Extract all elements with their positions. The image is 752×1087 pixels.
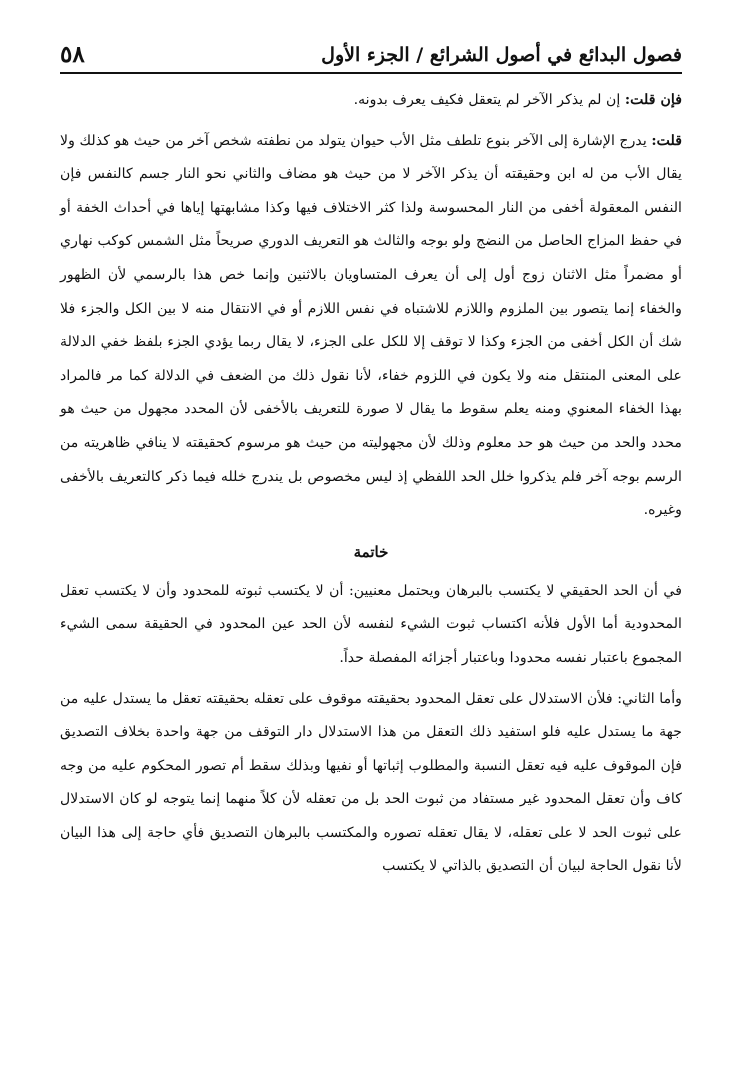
body-text bbox=[60, 84, 682, 884]
section-paragraph bbox=[60, 683, 682, 885]
page-number: ٥٨ bbox=[60, 41, 85, 68]
paragraph-text: وأما الثاني: فلأن الاستدلال على تعقل المحدود بحقيقته موقوف على تعقله بحقيقته تعقل ما يستدل عليه من جهة ما يستدل عليه فلو استفيد ذلك التعقل من هذا الاستدلال دار التوقف من جهة واحدة بخلاف التصديق فإن الموقوف عليه فيه تعقل النسبة والمطلوب إثباتها أو نفيها وبذلك سقط أم تصور المحكوم عليه من وجه كاف وأن تعقل المحدود غير مستفاد من ثبوت الحد بل من تعقله لأن كلاً منهما إنما يتوجه لو كان الاستدلال على ثبوت الحد لا على تعقله، لا يقال تعقله تصوره والمكتسب بالبرهان التصديق فأي حاجة إلى هذا البيان لأنا نقول الحاجة لبيان أن التصديق بالذاتي لا يكتسب bbox=[60, 690, 682, 875]
paragraph-text: في أن الحد الحقيقي لا يكتسب بالبرهان ويحتمل معنيين: أن لا يكتسب ثبوته للمحدود وأن لا يكتسب تعقل المحدودية أما الأول فلأنه اكتساب ثبوت الشيء لنفسه لأن الحد عين المحدود في الحقيقة سمى الشيء المجموع باعتبار نفسه محدودا وباعتبار أجزائه المفصلة حداً. bbox=[60, 582, 682, 666]
section-paragraph bbox=[60, 575, 682, 676]
running-title: فصول البدائع في أصول الشرائع / الجزء الأول bbox=[321, 44, 682, 66]
page-header bbox=[60, 32, 682, 74]
paragraph-text: إن لم يذكر الآخر لم يتعقل فكيف يعرف بدونه. bbox=[353, 92, 625, 108]
paragraph-question bbox=[60, 84, 682, 118]
paragraph-lead: قلت: bbox=[651, 132, 682, 149]
book-page bbox=[60, 32, 682, 891]
paragraph-lead: فإن قلت: bbox=[624, 92, 682, 108]
section-heading: خاتمة bbox=[353, 542, 389, 561]
paragraph-text: يدرج الإشارة إلى الآخر بنوع تلطف مثل الأب حيوان يتولد من نطفته شخص آخر من حيث هو كذلك ولا يقال الأب من له ابن وحقيقته أن يذكر الآخر لا من حيث هو مضاف والثاني نحو النار جسم كالنفس فإن النفس المعقولة أخفى من النار المحسوسة ولذا كثر الاختلاف فيها وكذا مشابهتها إياها في أحداث الخفة أو في حفظ المزاج الحاصل من النضج ولو بوجه والثالث هو التعريف الدوري صريحاً مثل الشمس كوكب نهاري أو مضمراً مثل الاثنان زوج أول إلى أن يعرف المتساويان بالاثنين وإنما خص هذا بالرسمي لأن الظهور والخفاء إنما يتصور بين الملزوم واللازم للاشتباه في نفس اللازم أو في الانتقال منه لا بين الكل والجزء فلا شك أن الكل أخفى من الجزء وكذا لا توقف إلا للكل على الجزء، لا يقال ربما يؤدي الجزء بلفظ خفي الدلالة على المعنى المنتقل منه ولا يكون في اللزوم خفاء، لأنا نقول ذلك من الضعف في الدلالة كما مر فالمراد بهذا الخفاء المعنوي ومنه يعلم سقوط ما يقال لا صورة للتعريف بالأخفى لأن المحدد مجهول من حيث هو محدد والحد من حيث هو حد معلوم وذلك لأن مجهوليته من حيث هو مرسوم كحقيقته لا ينافي ظاهريته من الرسم بوجه آخر فلم يذكروا خلل الحد اللفظي إذ ليس مخصوص بل يندرج خلله فيما ذكر كالتعريف بالأخفى وغيره. bbox=[60, 132, 682, 519]
paragraph-answer bbox=[60, 125, 682, 528]
